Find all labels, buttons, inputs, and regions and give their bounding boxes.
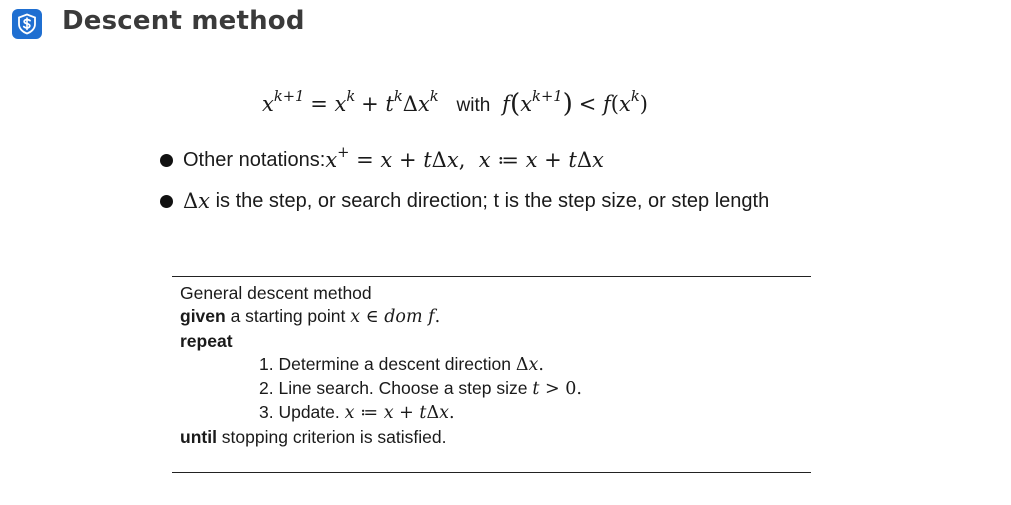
bullet-dot-icon <box>160 195 173 208</box>
algorithm-heading: General descent method <box>180 283 372 303</box>
algorithm-top-rule <box>172 276 811 277</box>
algorithm-given-line: given a starting point x ∈ dom f. <box>180 306 441 328</box>
step-symbol-math: Δx <box>183 189 211 213</box>
keyword-until: until <box>180 426 217 447</box>
bullet-text: Other notations: <box>183 149 326 171</box>
keyword-repeat: repeat <box>180 330 233 351</box>
update-formula: $x^{k+1} = x^k + t^k\Delta x^k$ with $f(x^{k+1}) < f(x^k)$ <box>262 87 648 120</box>
bullet-dot-icon <box>160 154 173 167</box>
formula-with-word: with <box>456 95 491 116</box>
shield-dollar-icon <box>16 13 38 35</box>
algorithm-step-1: 1. Determine a descent direction Δx. <box>259 353 544 375</box>
keyword-given: given <box>180 306 226 327</box>
algorithm-until-line: until stopping criterion is satisfied. <box>180 426 447 447</box>
algorithm-step-3: 3. Update. x ≔ x + tΔx. <box>259 402 455 424</box>
notation-math: x+ = x + tΔx, x ≔ x + tΔx <box>325 143 604 172</box>
bullet-step-definition <box>160 189 769 214</box>
algorithm-repeat-line <box>180 330 582 353</box>
bullet-text: is the step, or search direction; t is the step size, or step length <box>210 190 770 212</box>
page-title: Descent method <box>62 6 305 36</box>
algorithm-box <box>180 282 582 449</box>
app-logo <box>12 9 42 39</box>
algorithm-bottom-rule <box>172 472 811 473</box>
algorithm-step-2: 2. Line search. Choose a step size t > 0. <box>259 378 582 400</box>
bullet-other-notations <box>160 143 604 173</box>
